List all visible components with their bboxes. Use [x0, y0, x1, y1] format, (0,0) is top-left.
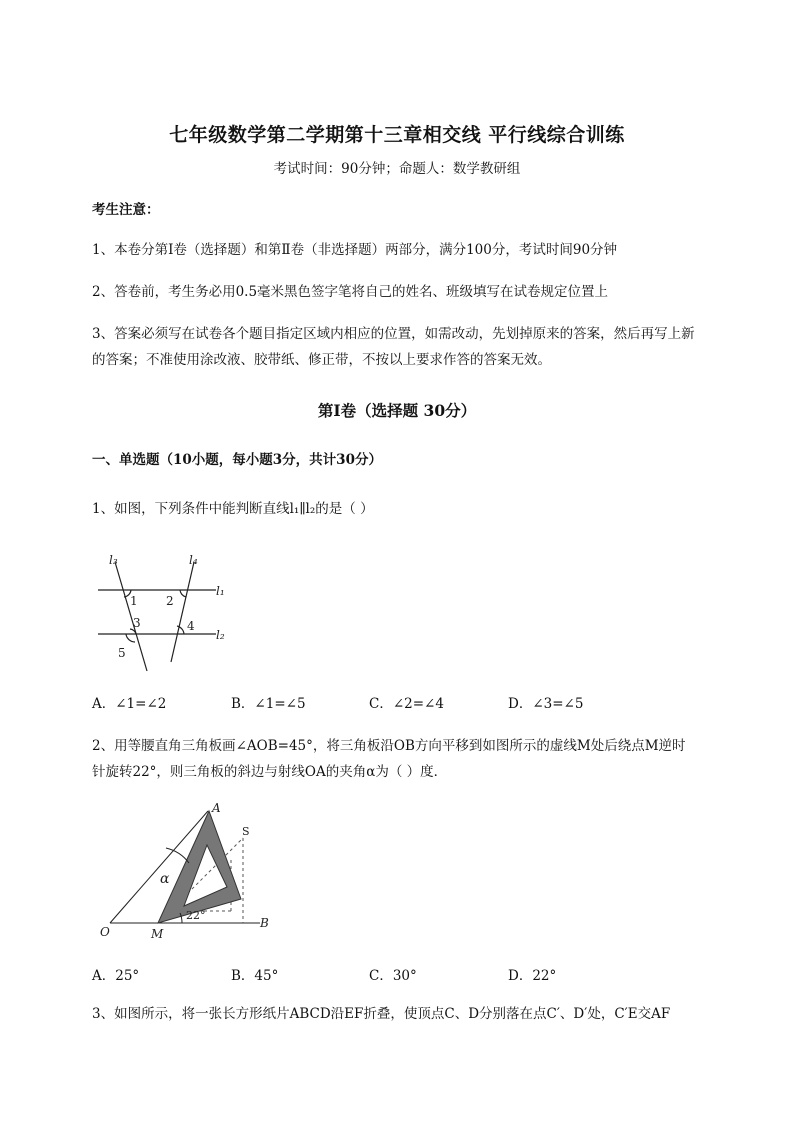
notice-item-3-line-1: 3、答案必须写在试卷各个题目指定区域内相应的位置，如需改动，先划掉原来的答案，然后再写上新: [92, 326, 695, 342]
label-l4: l₄: [189, 553, 198, 567]
rotated-triangle: [158, 811, 241, 923]
angle-label-2: 2: [166, 594, 174, 608]
question-2-options: [92, 964, 712, 984]
notice-item-2: 2、答卷前，考生务必用0.5毫米黑色签字笔将自己的姓名、班级填写在试卷规定位置上: [92, 284, 609, 300]
q2-option-b[interactable]: B．45°: [231, 968, 279, 984]
question-1-options: [92, 692, 712, 712]
angle-label-3: 3: [133, 616, 141, 630]
label-m: M: [151, 927, 164, 941]
label-l1: l₁: [216, 584, 225, 598]
q1-option-c[interactable]: C．∠2=∠4: [369, 696, 444, 712]
q1-option-a[interactable]: A．∠1=∠2: [92, 696, 167, 712]
notice-item-3-line-2: 的答案；不准使用涂改液、胶带纸、修正带，不按以上要求作答的答案无效。: [92, 352, 551, 368]
part-heading: 一、单选题（10小题，每小题3分，共计30分）: [92, 452, 382, 468]
exam-info: 考试时间：90分钟；命题人：数学教研组: [273, 161, 521, 177]
angle-label-5: 5: [118, 646, 126, 660]
notice-heading: 考生注意：: [92, 202, 160, 218]
question-2-stem-line-2: 针旋转22°，则三角板的斜边与射线OA的夹角α为（ ）度．: [92, 764, 448, 780]
notice-item-1: 1、本卷分第Ⅰ卷（选择题）和第Ⅱ卷（非选择题）两部分，满分100分，考试时间90分钟: [92, 242, 618, 258]
label-l3: l₃: [109, 553, 118, 567]
label-b: B: [260, 916, 269, 930]
label-alpha: α: [160, 871, 170, 887]
line-l4: [171, 562, 194, 662]
label-a: A: [212, 801, 221, 815]
page-title: 七年级数学第二学期第十三章相交线 平行线综合训练: [169, 124, 625, 146]
label-s: S: [242, 825, 250, 838]
question-1-figure: [90, 545, 240, 675]
q1-option-b[interactable]: B．∠1=∠5: [231, 696, 306, 712]
angle-label-1: 1: [130, 594, 138, 608]
section-title: 第Ⅰ卷（选择题 30分）: [317, 401, 477, 420]
q1-option-d[interactable]: D．∠3=∠5: [508, 696, 584, 712]
angle-5-arc: [126, 634, 135, 642]
q2-option-d[interactable]: D．22°: [508, 968, 557, 984]
q2-option-a[interactable]: A．25°: [92, 968, 140, 984]
q2-option-c[interactable]: C．30°: [369, 968, 417, 984]
angle-2-arc: [180, 590, 186, 597]
question-2-figure: [92, 797, 282, 943]
label-22-degrees: 22°: [186, 909, 206, 922]
question-1-stem: 1、如图，下列条件中能判断直线l₁∥l₂的是（ ）: [92, 501, 374, 517]
question-2-stem-line-1: 2、用等腰直角三角板画∠AOB=45°，将三角板沿OB方向平移到如图所示的虚线M处后绕点M逆时: [92, 738, 686, 754]
label-o: O: [100, 925, 110, 939]
question-3-stem: 3、如图所示，将一张长方形纸片ABCD沿EF折叠，使顶点C、D分别落在点C′、D′处，C′E交AF: [92, 1006, 671, 1022]
label-l2: l₂: [216, 628, 225, 642]
angle-label-4: 4: [187, 619, 195, 633]
